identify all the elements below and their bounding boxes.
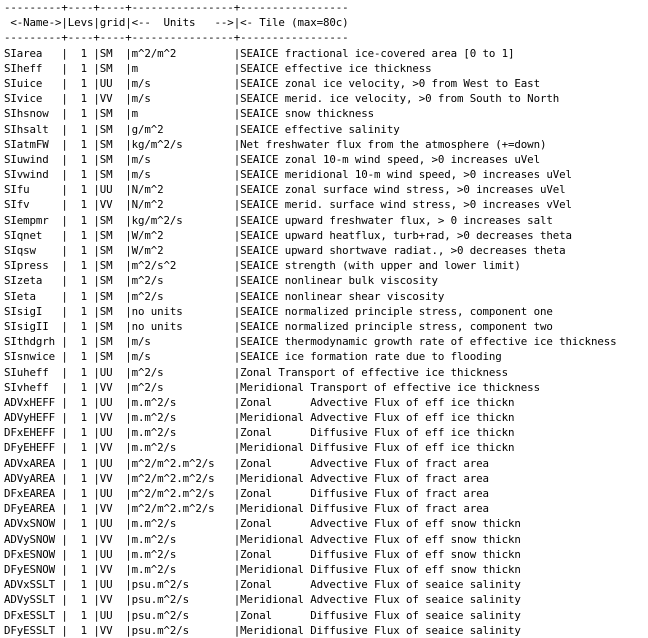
table-row: SIzeta | 1 |SM |m^2/s |SEAICE nonlinear bulk viscosity (4, 274, 438, 288)
table-row: ADVxSSLT | 1 |UU |psu.m^2/s |Zonal Advective Flux of seaice salinity (4, 578, 521, 592)
table-row: ADVySSLT | 1 |VV |psu.m^2/s |Meridional Advective Flux of seaice salinity (4, 593, 521, 607)
table-row: SIhsalt | 1 |SM |g/m^2 |SEAICE effective salinity (4, 122, 400, 136)
table-row: ADVyHEFF | 1 |VV |m.m^2/s |Meridional Advective Flux of eff ice thickn (4, 411, 515, 425)
diagnostics-table (4, 0, 617, 638)
table-row: SIuwind | 1 |SM |m/s |SEAICE zonal 10-m wind speed, >0 increases uVel (4, 152, 540, 166)
table-row: SIvheff | 1 |VV |m^2/s |Meridional Transport of effective ice thickness (4, 380, 540, 394)
table-row: DFyEAREA | 1 |VV |m^2/m^2.m^2/s |Meridional Diffusive Flux of fract area (4, 502, 489, 516)
table-row: SIqsw | 1 |SM |W/m^2 |SEAICE upward shortwave radiat., >0 decreases theta (4, 244, 566, 257)
table-row: DFxEAREA | 1 |UU |m^2/m^2.m^2/s |Zonal Diffusive Flux of fract area (4, 487, 489, 500)
table-row: SIqnet | 1 |SM |W/m^2 |SEAICE upward heatflux, turb+rad, >0 decreases theta (4, 228, 572, 242)
table-row: ADVxSNOW | 1 |UU |m.m^2/s |Zonal Advective Flux of eff snow thickn (4, 517, 521, 531)
table-row: SIvwind | 1 |SM |m/s |SEAICE meridional 10-m wind speed, >0 increases uVel (4, 168, 572, 182)
table-row: DFxESNOW | 1 |UU |m.m^2/s |Zonal Diffusive Flux of eff snow thickn (4, 547, 521, 561)
table-row: DFxEHEFF | 1 |UU |m.m^2/s |Zonal Diffusive Flux of eff ice thickn (4, 426, 515, 440)
table-row: DFxESSLT | 1 |UU |psu.m^2/s |Zonal Diffusive Flux of seaice salinity (4, 608, 521, 622)
table-row: SIfu | 1 |UU |N/m^2 |SEAICE zonal surface wind stress, >0 increases uVel (4, 183, 566, 197)
table-row: SIuice | 1 |UU |m/s |SEAICE zonal ice velocity, >0 from West to East (4, 76, 540, 90)
table-row: SIarea | 1 |SM |m^2/m^2 |SEAICE fractional ice-covered area [0 to 1] (4, 46, 515, 60)
table-row: DFyESNOW | 1 |VV |m.m^2/s |Meridional Diffusive Flux of eff snow thickn (4, 562, 521, 576)
table-header: <-Name->|Levs|grid|<-- Units -->|<- Tile (max=80c) (4, 16, 349, 30)
table-row: ADVxAREA | 1 |UU |m^2/m^2.m^2/s |Zonal Advective Flux of fract area (4, 456, 489, 470)
table-row: SIsigII | 1 |SM |no units |SEAICE normalized principle stress, component two (4, 319, 553, 333)
table-row: ADVySNOW | 1 |VV |m.m^2/s |Meridional Advective Flux of eff snow thickn (4, 532, 521, 546)
table-row: SIhsnow | 1 |SM |m |SEAICE snow thickness (4, 107, 375, 121)
table-row: ADVxHEFF | 1 |UU |m.m^2/s |Zonal Advective Flux of eff ice thickn (4, 395, 515, 409)
table-row: SIeta | 1 |SM |m^2/s |SEAICE nonlinear shear viscosity (4, 289, 445, 303)
table-row: SIthdgrh | 1 |SM |m/s |SEAICE thermodynamic growth rate of effective ice thickness (4, 335, 617, 349)
table-row: DFyESSLT | 1 |VV |psu.m^2/s |Meridional Diffusive Flux of seaice salinity (4, 623, 521, 637)
table-row: SIvice | 1 |VV |m/s |SEAICE merid. ice velocity, >0 from South to North (4, 92, 560, 106)
table-rule: ---------+----+----+----------------+----------------- (4, 1, 349, 14)
table-row: ADVyAREA | 1 |VV |m^2/m^2.m^2/s |Meridional Advective Flux of fract area (4, 471, 489, 485)
table-row: SIheff | 1 |SM |m |SEAICE effective ice thickness (4, 61, 432, 75)
table-row: SIuheff | 1 |UU |m^2/s |Zonal Transport of effective ice thickness (4, 365, 509, 379)
table-rule: ---------+----+----+----------------+----------------- (4, 31, 349, 45)
table-row: SIpress | 1 |SM |m^2/s^2 |SEAICE strength (with upper and lower limit) (4, 259, 521, 273)
table-row: SIatmFW | 1 |SM |kg/m^2/s |Net freshwater flux from the atmosphere (+=down) (4, 137, 547, 151)
table-row: DFyEHEFF | 1 |VV |m.m^2/s |Meridional Diffusive Flux of eff ice thickn (4, 441, 515, 455)
table-row: SIsigI | 1 |SM |no units |SEAICE normalized principle stress, component one (4, 304, 553, 318)
table-row: SIempmr | 1 |SM |kg/m^2/s |SEAICE upward freshwater flux, > 0 increases salt (4, 213, 553, 227)
table-row: SIfv | 1 |VV |N/m^2 |SEAICE merid. surface wind stress, >0 increases vVel (4, 198, 572, 212)
table-row: SIsnwice | 1 |SM |m/s |SEAICE ice formation rate due to flooding (4, 350, 502, 364)
